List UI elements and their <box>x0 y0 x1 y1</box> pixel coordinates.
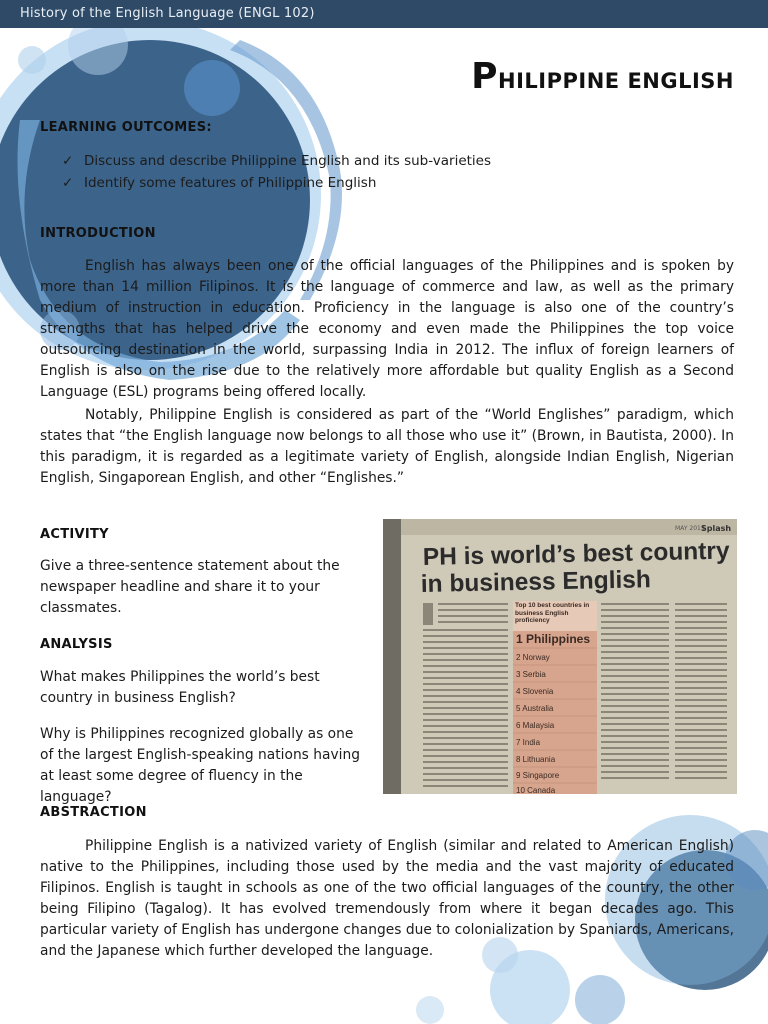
title-rest: HILIPPINE ENGLISH <box>498 69 734 93</box>
learning-outcomes-heading: LEARNING OUTCOMES: <box>40 120 212 135</box>
ranking-item: 6 Malaysia <box>516 721 555 730</box>
abstraction-heading: ABSTRACTION <box>40 805 147 820</box>
activity-text: Give a three-sentence statement about the newspaper headline and share it to your classmates. <box>40 558 340 616</box>
page-title <box>471 56 734 97</box>
activity-heading: ACTIVITY <box>40 527 109 542</box>
learning-outcomes-list <box>62 150 491 194</box>
newspaper-date: MAY 2013 <box>675 525 705 532</box>
newspaper-section: Splash <box>701 524 732 533</box>
checkmark-icon: ✓ <box>62 153 74 169</box>
analysis-question-2: Why is Philippines recognized globally as one of the largest English-speaking nations having at least some degree of fluency in the language? <box>40 726 360 805</box>
analysis-heading: ANALYSIS <box>40 637 113 652</box>
ranking-item: 8 Lithuania <box>516 755 556 764</box>
ranking-item: 4 Slovenia <box>516 687 554 696</box>
ranking-item: 9 Singapore <box>516 771 560 780</box>
list-item: ✓ Identify some features of Philippine English <box>62 172 491 194</box>
title-initial: P <box>471 56 499 97</box>
course-title: History of the English Language (ENGL 102) <box>20 6 315 21</box>
introduction-paragraph-1: English has always been one of the official languages of the Philippines and is spoken by more than 14 million Filipinos. It is the language of commerce and law, as well as the primary medium of instruction in education. Proficiency in the language is also one of the country’s strengths that has helped drive the economy and even made the Philippines the top voice outsourcing destination in the world, surpassing India in 2012. The influx of foreign learners of English is also on the rise due to the relatively more affordable but quality English as a Second Language (ESL) programs being offered locally. <box>40 258 734 400</box>
newspaper-headline-2: in business English <box>420 566 652 598</box>
analysis-question-1: What makes Philippines the world’s best country in business English? <box>40 669 320 706</box>
ranking-item: 5 Australia <box>516 704 554 713</box>
list-item: ✓ Discuss and describe Philippine English and its sub-varieties <box>62 150 491 172</box>
ranking-box-title: Top 10 best countries in business English proficiency <box>515 602 590 624</box>
ranking-item: 1 Philippines <box>516 632 591 646</box>
ranking-item: 3 Serbia <box>516 670 546 679</box>
ranking-item: 2 Norway <box>516 653 550 662</box>
newspaper-headline-1: PH is world’s best country <box>422 537 730 571</box>
ranking-item: 7 India <box>516 738 541 747</box>
abstraction-paragraph: Philippine English is a nativized variety of English (similar and related to American English) native to the Philippines, including those used by the media and the vast majority of educated Filipinos. English is taught in schools as one of the two official languages of the country, the other being Filipino (Tagalog). It has evolved tremendously from where it began decades ago. This particular variety of English has undergone changes due to colonialization by Spaniards, Americans, and the Japanese which further developed the language. <box>40 838 734 959</box>
introduction-heading: INTRODUCTION <box>40 226 156 241</box>
ranking-item: 10 Canada <box>516 786 556 794</box>
course-header-bar <box>0 0 768 28</box>
checkmark-icon: ✓ <box>62 175 74 191</box>
newspaper-photo <box>383 519 737 794</box>
introduction-paragraph-2: Notably, Philippine English is considered as part of the “World Englishes” paradigm, which states that “the English language now belongs to all those who use it” (Brown, in Bautista, 2000). In this paradigm, it is regarded as a legitimate variety of English, alongside Indian English, Nigerian English, Singaporean English, and other “Englishes.” <box>40 407 734 486</box>
newspaper-clipping <box>383 519 737 794</box>
